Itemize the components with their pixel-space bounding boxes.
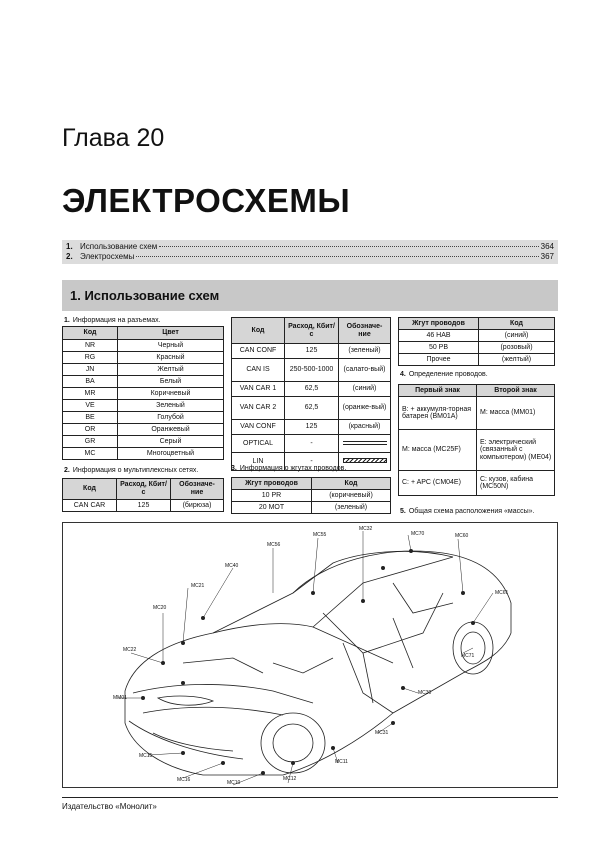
cell-code: (розовый) xyxy=(479,342,555,354)
cell-second-sign: M: масса (MM01) xyxy=(477,397,555,430)
cell-designation: (синий) xyxy=(339,382,391,397)
cell-designation: (салато-вый) xyxy=(339,359,391,382)
caption-number: 4. xyxy=(400,371,406,378)
table-row xyxy=(399,397,555,430)
table-row xyxy=(399,330,555,342)
caption-multiplex xyxy=(64,467,198,474)
cell-code: BA xyxy=(63,376,118,388)
chapter-heading: Глава 20 xyxy=(62,124,165,152)
table-row xyxy=(232,420,391,435)
ground-label: MC10 xyxy=(227,780,241,786)
table-row xyxy=(63,436,224,448)
cell-rate: 125 xyxy=(285,344,339,359)
col-header-rate: Расход, Кбит/с xyxy=(117,479,171,500)
multiplex-table xyxy=(62,478,224,512)
cell-code: VAN CAR 2 xyxy=(232,397,285,420)
ground-label: MC71 xyxy=(461,653,475,659)
toc-number: 2. xyxy=(66,252,73,261)
table-row xyxy=(232,502,391,514)
table-row xyxy=(63,448,224,460)
table-row xyxy=(63,412,224,424)
cell-rate: 62,5 xyxy=(285,397,339,420)
harness-table xyxy=(231,477,391,514)
cell-rate: - xyxy=(285,453,339,471)
toc-text: Электросхемы xyxy=(80,252,135,261)
cell-color: Оранжевый xyxy=(118,424,224,436)
ground-label: MC56 xyxy=(267,542,281,548)
ground-label: MC32 xyxy=(359,526,373,532)
page-title: ЭЛЕКТРОСХЕМЫ xyxy=(62,182,351,219)
harness-table-continued xyxy=(398,317,555,366)
caption-number: 3. xyxy=(231,465,237,472)
col-header-designation: Обозначе-ние xyxy=(339,318,391,344)
cell-harness: 46 HAB xyxy=(399,330,479,342)
caption-connectors xyxy=(64,317,161,324)
connectors-table xyxy=(62,326,224,460)
table-row xyxy=(232,435,391,453)
toc-number: 1. xyxy=(66,242,73,251)
table-row xyxy=(63,352,224,364)
ground-label: MC40 xyxy=(225,563,239,569)
cell-harness: 20 MOT xyxy=(232,502,312,514)
section-heading: 1. Использование схем xyxy=(62,280,558,311)
cell-code: OR xyxy=(63,424,118,436)
caption-diagram xyxy=(400,508,535,515)
caption-harness xyxy=(231,465,346,472)
ground-label: MC22 xyxy=(123,647,137,653)
cell-code: VAN CAR 1 xyxy=(232,382,285,397)
cell-color: Белый xyxy=(118,376,224,388)
cell-rate: 62,5 xyxy=(285,382,339,397)
ground-label: MM01 xyxy=(113,695,127,701)
car-illustration xyxy=(63,523,557,787)
caption-number: 1. xyxy=(64,317,70,324)
cell-color: Коричневый xyxy=(118,388,224,400)
cell-code: CAN CAR xyxy=(63,500,117,512)
col-header-code: Код xyxy=(232,318,285,344)
table-row xyxy=(232,359,391,382)
cell-first-sign: C: + APC (CM04E) xyxy=(399,471,477,496)
cell-code: (желтый) xyxy=(479,354,555,366)
caption-text: Определение проводов. xyxy=(408,371,488,378)
caption-text: Информация о жгутах проводов. xyxy=(239,465,347,472)
cell-designation: (зеленый) xyxy=(339,344,391,359)
cell-code: NR xyxy=(63,340,118,352)
cell-color: Голубой xyxy=(118,412,224,424)
table-of-contents xyxy=(62,240,558,264)
toc-page: 367 xyxy=(540,252,554,261)
ground-label: MC15 xyxy=(139,753,153,759)
table-row xyxy=(399,342,555,354)
cell-code: LIN xyxy=(232,453,285,471)
cell-designation: (оранже-вый) xyxy=(339,397,391,420)
cell-rate: 125 xyxy=(285,420,339,435)
table-row xyxy=(63,340,224,352)
col-header-harness: Жгут проводов xyxy=(232,478,312,490)
col-header-harness: Жгут проводов xyxy=(399,318,479,330)
table-row xyxy=(399,471,555,496)
cell-second-sign: E: электрический (связанный с компьютером) (ME04) xyxy=(477,430,555,471)
cell-first-sign: M: масса (MC25F) xyxy=(399,430,477,471)
table-row xyxy=(232,490,391,502)
cell-code: GR xyxy=(63,436,118,448)
toc-leader xyxy=(159,246,538,247)
cell-code: BE xyxy=(63,412,118,424)
cell-color: Желтый xyxy=(118,364,224,376)
cell-color: Многоцветный xyxy=(118,448,224,460)
ground-points-diagram xyxy=(62,522,558,788)
cell-harness: 50 PB xyxy=(399,342,479,354)
caption-text: Информация о мультиплексных сетях. xyxy=(72,467,199,474)
cell-rate: 125 xyxy=(117,500,171,512)
cell-code: RG xyxy=(63,352,118,364)
cell-color: Красный xyxy=(118,352,224,364)
cell-harness: Прочее xyxy=(399,354,479,366)
table-row xyxy=(232,344,391,359)
col-header-code: Код xyxy=(63,327,118,340)
table-row xyxy=(232,397,391,420)
ground-label: MC21 xyxy=(191,583,205,589)
cell-code: (синий) xyxy=(479,330,555,342)
cell-harness: 10 PR xyxy=(232,490,312,502)
footer-divider xyxy=(62,797,558,798)
col-header-code: Код xyxy=(63,479,117,500)
cell-code: CAN CONF xyxy=(232,344,285,359)
cell-code: MC xyxy=(63,448,118,460)
toc-entry[interactable] xyxy=(62,240,558,250)
networks-table xyxy=(231,317,391,471)
table-row xyxy=(63,364,224,376)
cell-color: Черный xyxy=(118,340,224,352)
col-header-designation: Обозначе-ние xyxy=(171,479,224,500)
ground-label: MC55 xyxy=(313,532,327,538)
table-row xyxy=(399,430,555,471)
cell-code: (коричневый) xyxy=(312,490,391,502)
publisher-footer: Издательство «Монолит» xyxy=(62,802,157,811)
col-header-first-sign: Первый знак xyxy=(399,385,477,397)
cell-code: (зеленый) xyxy=(312,502,391,514)
cell-rate: 250-500-1000 xyxy=(285,359,339,382)
ground-label: MC30 xyxy=(418,690,432,696)
table-row xyxy=(399,354,555,366)
cell-designation xyxy=(339,435,391,453)
table-row xyxy=(63,388,224,400)
toc-leader xyxy=(136,256,538,257)
col-header-code: Код xyxy=(312,478,391,490)
col-header-second-sign: Второй знак xyxy=(477,385,555,397)
table-row xyxy=(63,500,224,512)
table-row xyxy=(63,424,224,436)
cell-code: VAN CONF xyxy=(232,420,285,435)
ground-label: MC61 xyxy=(495,590,509,596)
caption-text: Информация на разъемах. xyxy=(72,317,161,324)
col-header-rate: Расход, Кбит/с xyxy=(285,318,339,344)
wire-signs-table xyxy=(398,384,555,496)
ground-label: MC70 xyxy=(411,531,425,537)
toc-entry[interactable] xyxy=(62,250,558,260)
caption-signs xyxy=(400,371,488,378)
ground-label: MC20 xyxy=(153,605,167,611)
table-row xyxy=(63,376,224,388)
toc-text: Использование схем xyxy=(80,242,158,251)
cell-designation: (бирюза) xyxy=(171,500,224,512)
cell-first-sign: B: + аккумуля-торная батарея (BM01A) xyxy=(399,397,477,430)
cell-rate: - xyxy=(285,435,339,453)
col-header-code: Код xyxy=(479,318,555,330)
col-header-color: Цвет xyxy=(118,327,224,340)
cell-designation xyxy=(339,453,391,471)
ground-label: MC16 xyxy=(177,777,191,783)
cell-code: JN xyxy=(63,364,118,376)
ground-label: MC60 xyxy=(455,533,469,539)
cell-code: MR xyxy=(63,388,118,400)
caption-number: 5. xyxy=(400,508,406,515)
caption-number: 2. xyxy=(64,467,70,474)
cell-code: CAN IS xyxy=(232,359,285,382)
toc-page: 364 xyxy=(540,242,554,251)
ground-label: MC11 xyxy=(335,759,348,765)
caption-text: Общая схема расположения «массы». xyxy=(408,508,535,515)
cell-color: Зеленый xyxy=(118,400,224,412)
cell-code: VE xyxy=(63,400,118,412)
cell-color: Серый xyxy=(118,436,224,448)
cell-code: OPTICAL xyxy=(232,435,285,453)
table-row xyxy=(63,400,224,412)
ground-label: MC31 xyxy=(375,730,389,736)
ground-label: MC12 xyxy=(283,776,297,782)
double-line-symbol xyxy=(343,441,387,445)
hatched-line-symbol xyxy=(343,458,387,463)
cell-designation: (красный) xyxy=(339,420,391,435)
cell-second-sign: C: кузов, кабина (MC50N) xyxy=(477,471,555,496)
table-row xyxy=(232,382,391,397)
